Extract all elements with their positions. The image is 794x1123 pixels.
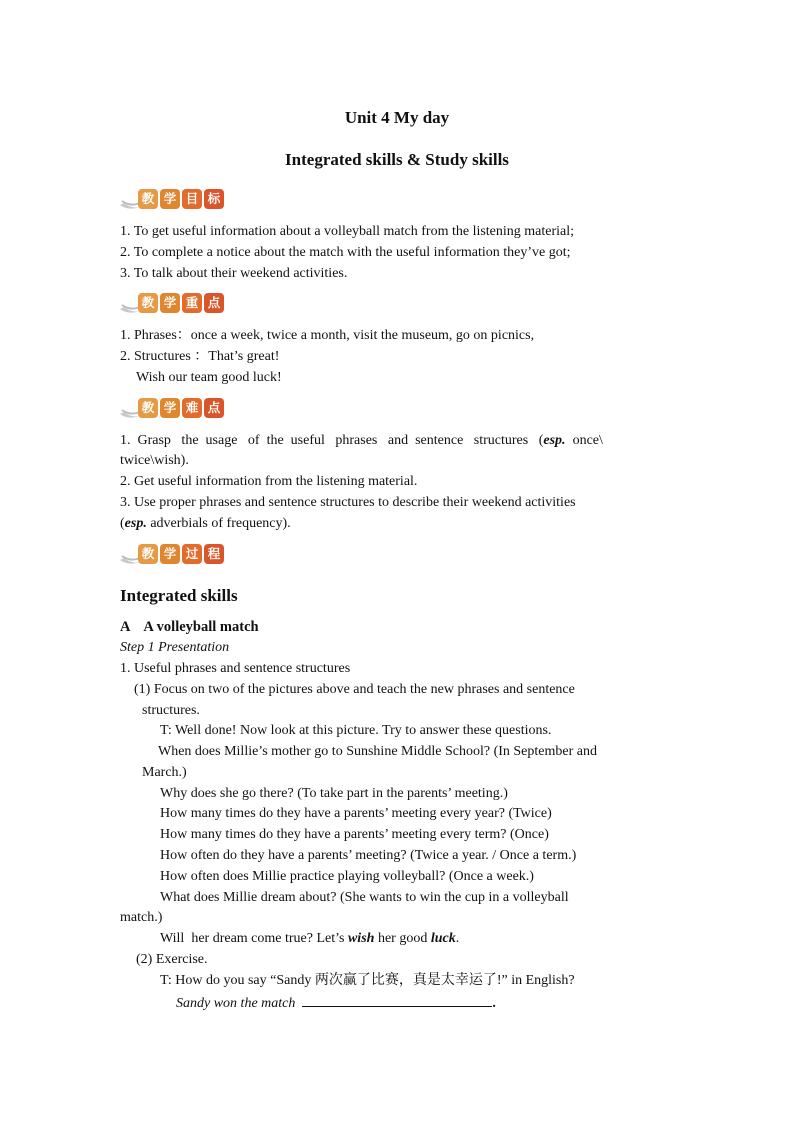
banner-char: 目 <box>182 189 202 209</box>
difficulty-item-3-cont <box>120 515 291 533</box>
question: Why does she go there? (To take part in the parents’ meeting.) <box>160 786 508 801</box>
difficulty-text: once\ <box>565 433 603 448</box>
teacher-line: T: Well done! Now look at this picture. Try to answer these questions. <box>160 723 552 738</box>
difficulty-text: 1. Grasp the usage of the useful phrases and sentence structures ( <box>120 433 544 448</box>
banner-char: 点 <box>204 293 224 313</box>
banner-char: 标 <box>204 189 224 209</box>
question: How often do they have a parents’ meeting? (Twice a year. / Once a term.) <box>160 848 577 863</box>
answer-text: Sandy won the match <box>176 996 303 1011</box>
difficulty-item-3: 3. Use proper phrases and sentence structures to describe their weekend activities <box>120 495 576 510</box>
banner-char: 过 <box>182 544 202 564</box>
esp-abbrev: esp. <box>543 433 566 448</box>
emphasis-word: wish <box>347 931 375 946</box>
key-points-banner <box>118 291 228 317</box>
answer-blank[interactable] <box>302 993 492 1007</box>
subitem-2: (2) Exercise. <box>136 952 208 967</box>
subitem-1-cont: structures. <box>142 703 200 718</box>
answer-line <box>176 993 496 1013</box>
sentence-text: Will her dream come true? Let’s <box>160 931 348 946</box>
document-subtitle: Integrated skills & Study skills <box>285 150 509 169</box>
difficulty-item-1 <box>120 432 674 450</box>
banner-char: 教 <box>138 293 158 313</box>
item-heading: 1. Useful phrases and sentence structures <box>120 661 351 676</box>
document-title: Unit 4 My day <box>344 108 450 127</box>
banner-char: 难 <box>182 398 202 418</box>
question: How many times do they have a parents’ meeting every year? (Twice) <box>160 806 552 821</box>
objectives-banner <box>118 187 228 213</box>
key-point-phrases: 1. Phrases：once a week, twice a month, visit the museum, go on picnics, <box>120 328 535 343</box>
difficulty-text: adverbials of frequency). <box>146 516 291 531</box>
banner-char: 学 <box>160 293 180 313</box>
banner-char: 学 <box>160 398 180 418</box>
objective-item: 2. To complete a notice about the match with the useful information they’ve got; <box>120 245 571 260</box>
banner-char: 学 <box>160 544 180 564</box>
question: How often does Millie practice playing volleyball? (Once a week.) <box>160 869 534 884</box>
banner-char: 教 <box>138 398 158 418</box>
difficulties-banner <box>118 396 228 422</box>
step-heading: Step 1 Presentation <box>120 640 230 655</box>
question: What does Millie dream about? (She wants to win the cup in a volleyball <box>160 890 569 905</box>
answer-end: . <box>492 996 496 1011</box>
question: How many times do they have a parents’ meeting every term? (Once) <box>160 827 549 842</box>
banner-char: 点 <box>204 398 224 418</box>
question: When does Millie’s mother go to Sunshine Middle School? (In September and <box>158 744 597 759</box>
question-cont: match.) <box>120 910 163 925</box>
difficulty-item-1-cont: twice\wish). <box>120 453 189 468</box>
banner-char: 教 <box>138 189 158 209</box>
teacher-line: T: How do you say “Sandy 两次赢了比赛，真是太幸运了!” in English? <box>160 973 575 988</box>
subitem-1: (1) Focus on two of the pictures above and teach the new phrases and sentence <box>134 682 575 697</box>
part-a-heading: A A volleyball match <box>120 619 259 635</box>
objective-item: 1. To get useful information about a volleyball match from the listening material; <box>120 224 575 239</box>
banner-char: 教 <box>138 544 158 564</box>
objective-item: 3. To talk about their weekend activities. <box>120 266 348 281</box>
process-banner <box>118 542 228 568</box>
esp-abbrev: esp. <box>124 516 147 531</box>
key-point-structures: 2. Structures ：That’s great! <box>120 349 280 364</box>
banner-char: 重 <box>182 293 202 313</box>
key-point-wish: Wish our team good luck! <box>136 370 282 385</box>
emphasis-word: luck <box>430 931 456 946</box>
difficulty-text: ( <box>120 516 125 531</box>
banner-char: 程 <box>204 544 224 564</box>
sentence-text: her good <box>374 931 431 946</box>
sentence-text: . <box>455 931 460 946</box>
section-heading: Integrated skills <box>120 586 238 605</box>
question <box>160 930 459 948</box>
difficulty-item-2: 2. Get useful information from the listening material. <box>120 474 418 489</box>
banner-char: 学 <box>160 189 180 209</box>
question-cont: March.) <box>142 765 187 780</box>
